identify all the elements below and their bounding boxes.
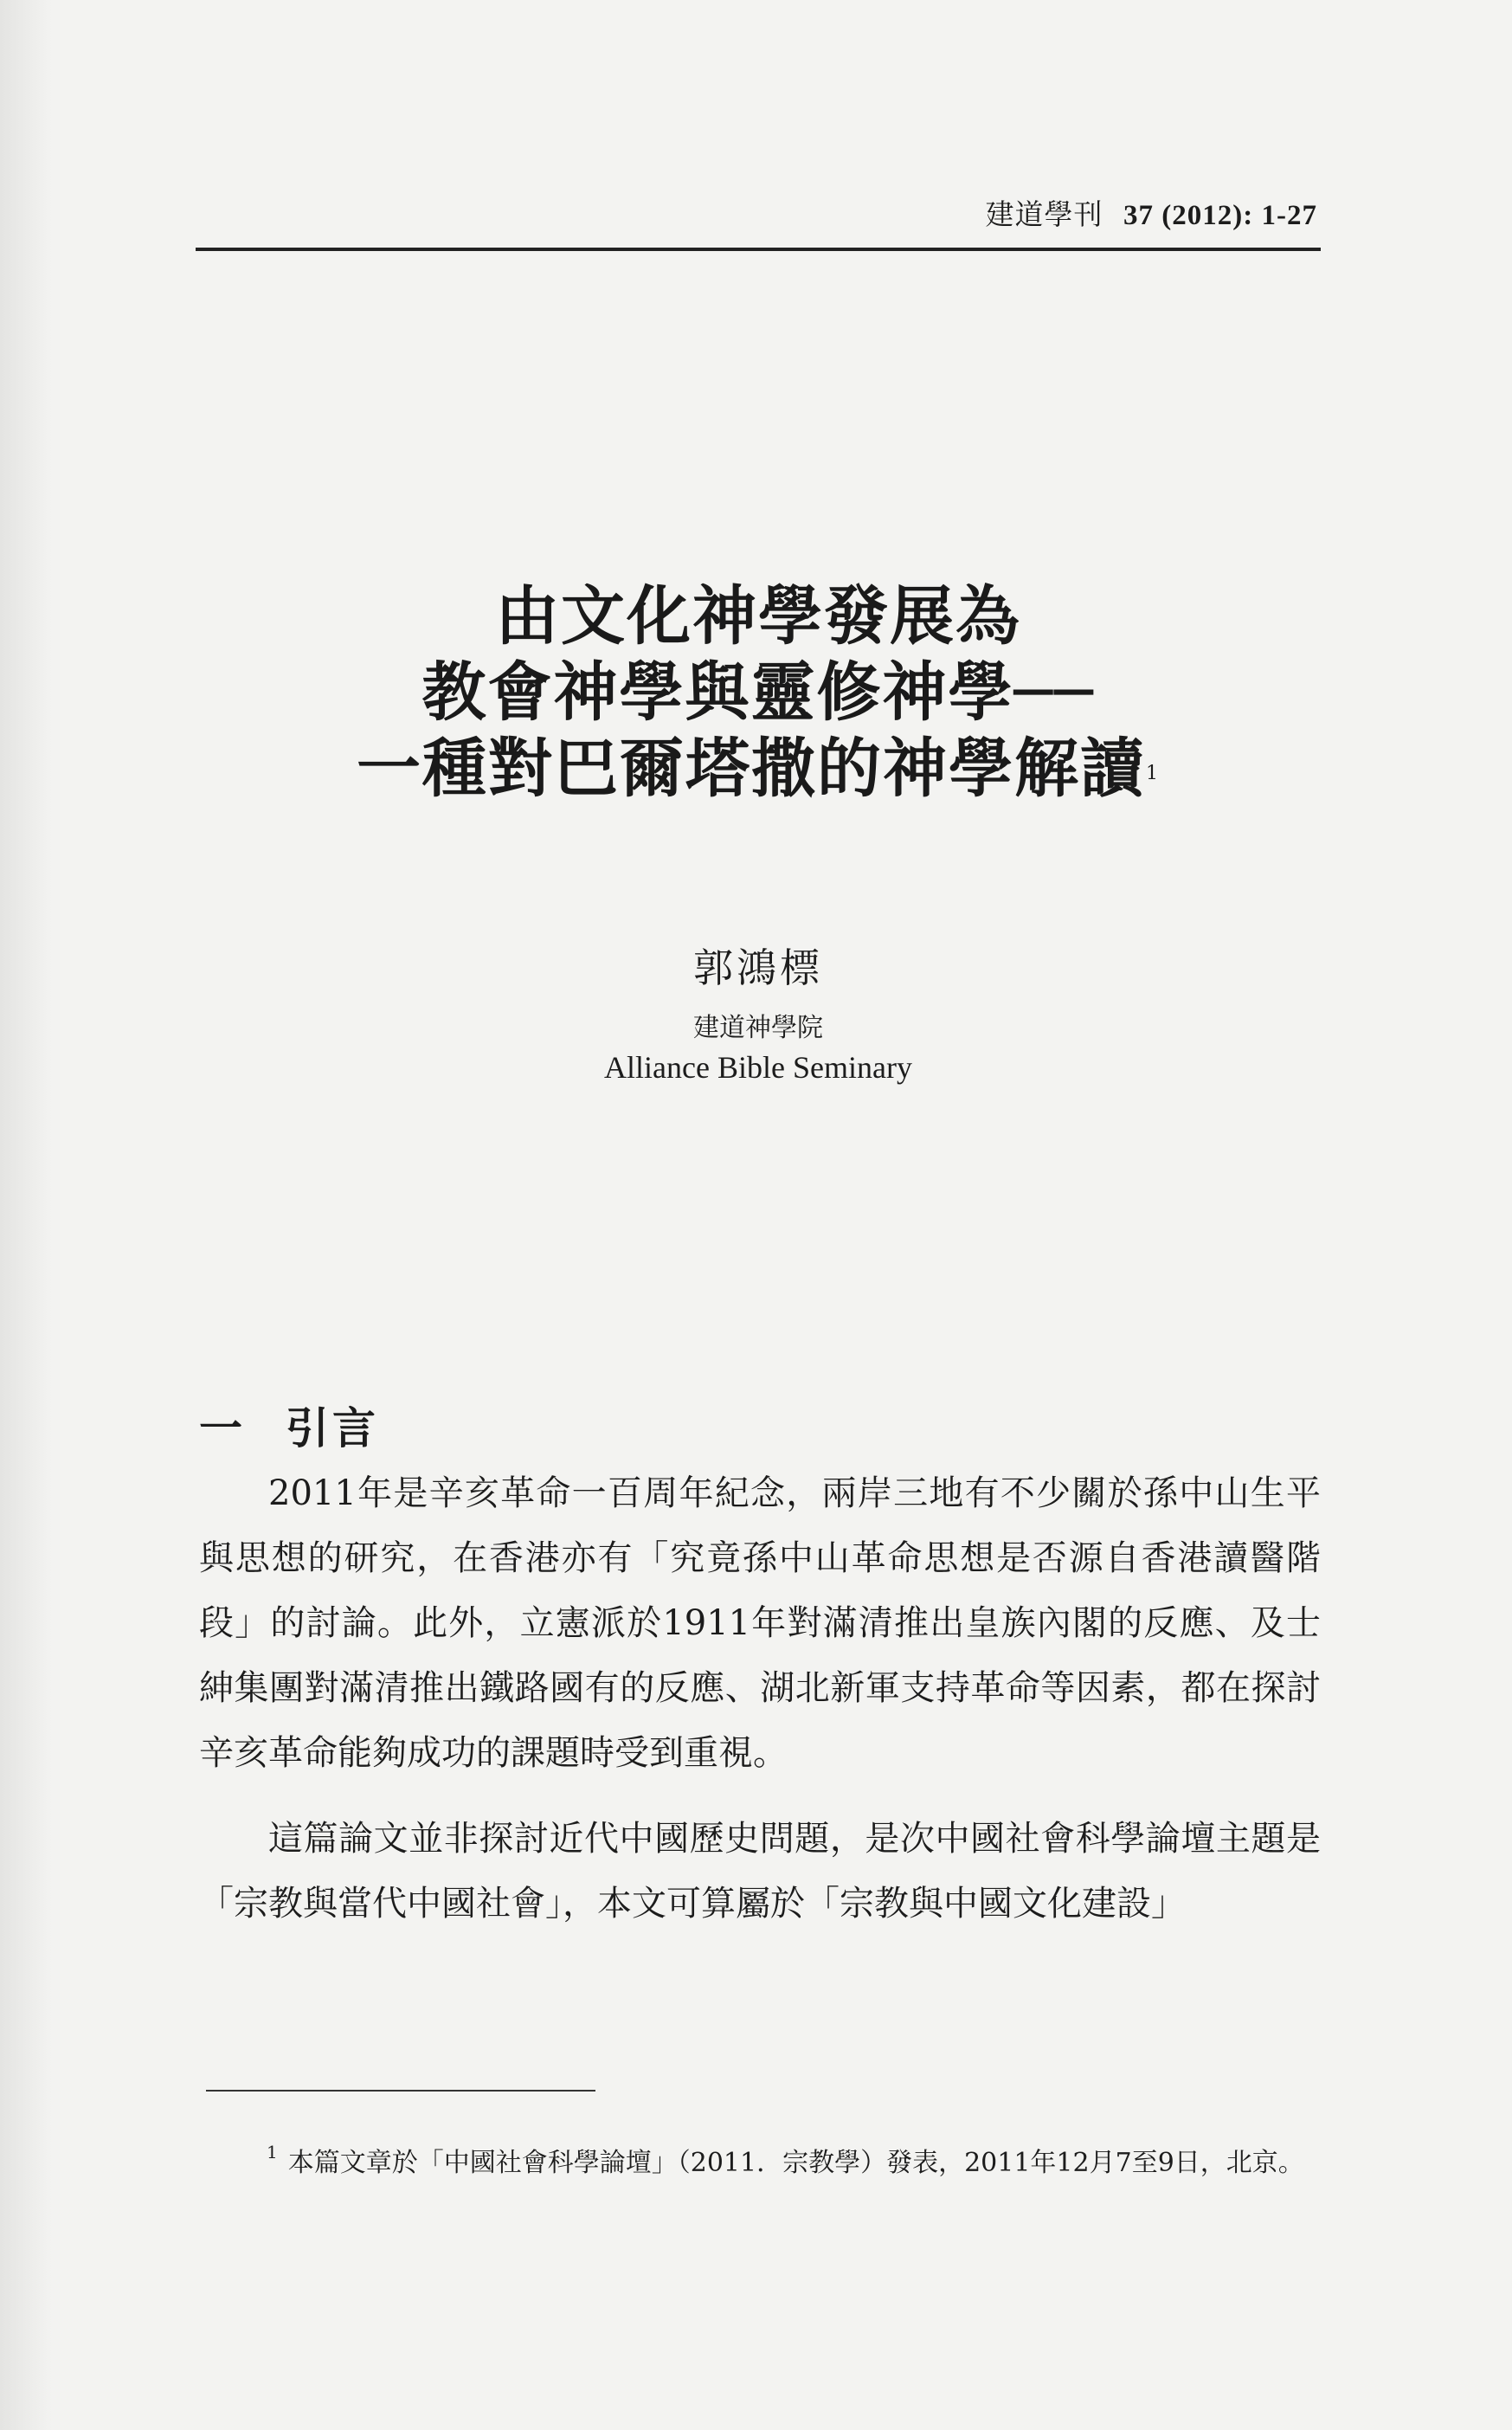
running-header bbox=[865, 192, 1317, 233]
title-line-3-text: 一種對巴爾塔撒的神學解讀 bbox=[357, 732, 1146, 806]
journal-citation: 37 (2012): 1-27 bbox=[1123, 200, 1317, 231]
section-number: 一 bbox=[199, 1403, 246, 1453]
header-rule bbox=[196, 248, 1321, 251]
paragraph: 2011年是辛亥革命一百周年紀念，兩岸三地有不少關於孫中山生平與思想的研究，在香港亦有「究竟孫中山革命思想是否源自香港讀醫階段」的討論。此外，立憲派於1911年對滿清推出皇族內閣的反應、及士紳集團對滿清推出鐵路國有的反應、湖北新軍支持革命等因素，都在探討辛亥革命能夠成功的課題時受到重視。 bbox=[199, 1473, 1321, 1773]
article-title bbox=[196, 578, 1321, 807]
title-footnote-mark[interactable]: 1 bbox=[1146, 763, 1160, 784]
footnote-mark: 1 bbox=[267, 2142, 278, 2163]
footnote bbox=[206, 2130, 1322, 2189]
affiliation-chinese: 建道神學院 bbox=[693, 1013, 823, 1043]
author-name: 郭鴻標 bbox=[693, 944, 823, 991]
affiliation-english: Alliance Bible Seminary bbox=[604, 1050, 912, 1085]
title-line-3 bbox=[196, 731, 1321, 807]
section-title: 引言 bbox=[286, 1403, 379, 1453]
scan-edge-shadow bbox=[0, 0, 52, 2430]
footnote-rule bbox=[206, 2090, 595, 2092]
paragraph: 這篇論文並非探討近代中國歷史問題，是次中國社會科學論壇主題是「宗教與當代中國社會」，本文可算屬於「宗教與中國文化建設」 bbox=[199, 1819, 1321, 1924]
body-text bbox=[199, 1461, 1321, 1957]
title-line-2: 教會神學與靈修神學── bbox=[421, 655, 1095, 730]
section-heading bbox=[199, 1394, 379, 1456]
journal-name: 建道學刊 bbox=[985, 197, 1103, 231]
title-line-1: 由文化神學發展為 bbox=[495, 579, 1021, 654]
footnote-text: 本篇文章於「中國社會科學論壇」（2011．宗教學）發表，2011年12月7至9日，北京。 bbox=[287, 2148, 1304, 2178]
